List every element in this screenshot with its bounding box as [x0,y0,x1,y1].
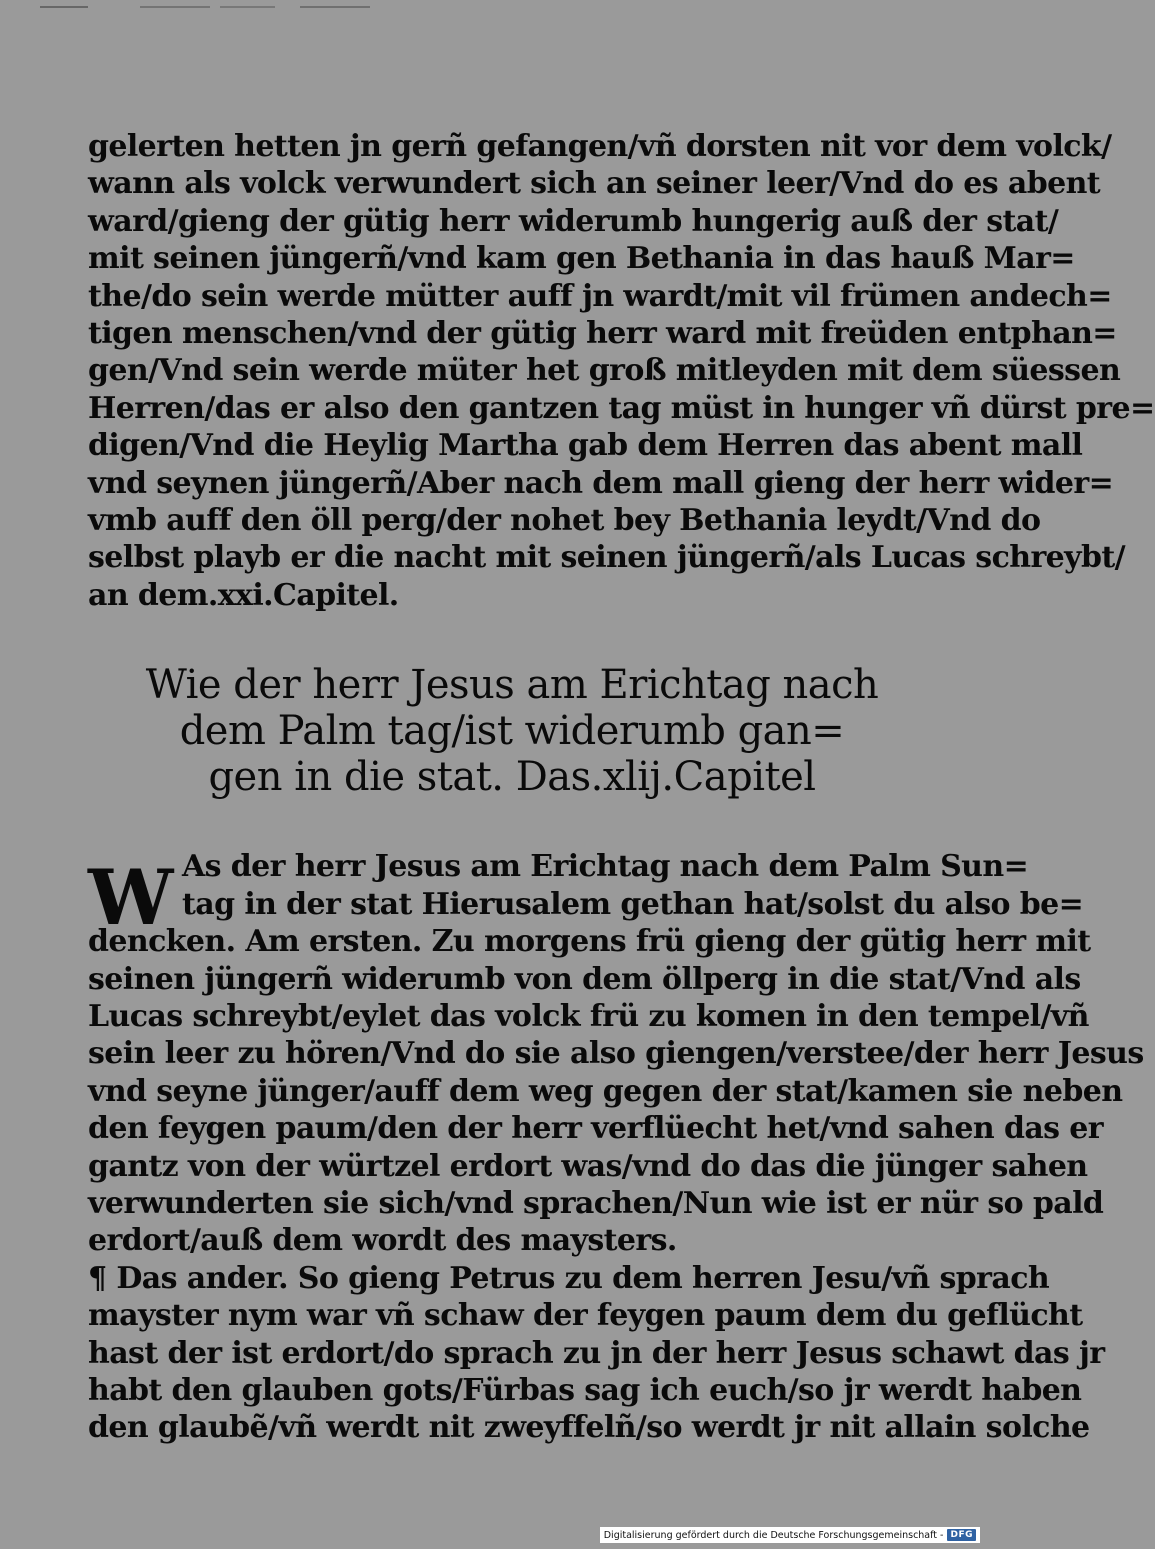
text-line: tigen menschen/vnd der gütig herr ward mit freüden entphan= [88,316,1117,352]
text-line: wann als volck verwundert sich an seiner leer/Vnd do es abent [88,166,1101,202]
heading-line: Wie der herr Jesus am Erichtag nach [145,662,879,709]
text-line: gen/Vnd sein werde müter het groß mitleyden mit dem süessen [88,353,1121,389]
text-line: seinen jüngerñ widerumb von dem öllperg in die stat/Vnd als [88,961,1081,997]
text-line: digen/Vnd die Heylig Martha gab dem Herren das abent mall [88,428,1083,464]
text-line: habt den glauben gots/Fürbas sag ich euch/so jr werdt haben [88,1372,1082,1408]
text-line: verwunderten sie sich/vnd sprachen/Nun wie ist er nür so pald [88,1185,1104,1221]
chapter-heading [88,662,936,800]
text-line: Lucas schreybt/eylet das volck frü zu komen in den tempel/vñ [88,998,1089,1034]
text-line: Herren/das er also den gantzen tag müst in hunger vñ dürst pre= [88,390,1155,426]
text-line: den feygen paum/den der herr verflüecht het/vnd sahen das er [88,1111,1103,1147]
dfg-logo-icon: DFG [947,1529,976,1541]
heading-line: dem Palm tag/ist widerumb gan= [179,708,845,755]
paragraph-start-line [88,1260,1050,1297]
text-line: vnd seyne jünger/auff dem weg gegen der stat/kamen sie neben [88,1073,1123,1109]
text-line: gelerten hetten jn gerñ gefangen/vñ dorsten nit vor dem volck/ [88,129,1112,164]
text-line: ward/gieng der gütig herr widerumb hungerig auß der stat/ [88,203,1059,239]
text-line: tag in der stat Hierusalem gethan hat/solst du also be= [182,886,1084,922]
text-line: vmb auff den öll perg/der nohet bey Bethania leydt/Vnd do [88,503,1041,539]
text-line: erdort/auß dem wordt des maysters. [88,1223,677,1259]
pilcrow-icon: ¶ [88,1260,107,1296]
digitization-footer [600,1527,980,1543]
text-line: mayster nym war vñ schaw der feygen paum dem du geflücht [88,1298,1083,1334]
paragraph-first-text: Das ander. So gieng Petrus zu dem herren Jesu/vñ sprach [116,1260,1050,1296]
text-line: vnd seynen jüngerñ/Aber nach dem mall gieng der herr wider= [88,465,1114,501]
text-line: selbst playb er die nacht mit seinen jüngerñ/als Lucas schreybt/ [88,540,1125,576]
top-edge-rule [40,6,980,8]
chapter-body [88,848,1144,1447]
text-line: As der herr Jesus am Erichtag nach dem Palm Sun= [182,849,1029,885]
text-line: den glaubẽ/vñ werdt nit zweyffelñ/so werdt jr nit allain solche [88,1410,1090,1446]
drop-capital: W [88,853,170,943]
book-page [88,128,1155,1447]
text-line: an dem.xxi.Capitel. [88,577,399,613]
text-line: the/do sein werde mütter auff jn wardt/mit vil frümen andech= [88,278,1112,314]
heading-line: gen in die stat. Das.xlij.Capitel [208,754,816,801]
text-block-top [88,128,1155,614]
text-line: sein leer zu hören/Vnd do sie also giengen/verstee/der herr Jesus [88,1036,1144,1072]
text-line: dencken. Am ersten. Zu morgens frü gieng der gütig herr mit [88,924,1091,960]
text-line: mit seinen jüngerñ/vnd kam gen Bethania in das hauß Mar= [88,241,1075,277]
text-line: gantz von der würtzel erdort was/vnd do das die jünger sahen [88,1148,1088,1184]
footer-text: Digitalisierung gefördert durch die Deutsche Forschungsgemeinschaft - [603,1529,944,1541]
text-line: hast der ist erdort/do sprach zu jn der herr Jesus schawt das jr [88,1335,1105,1371]
